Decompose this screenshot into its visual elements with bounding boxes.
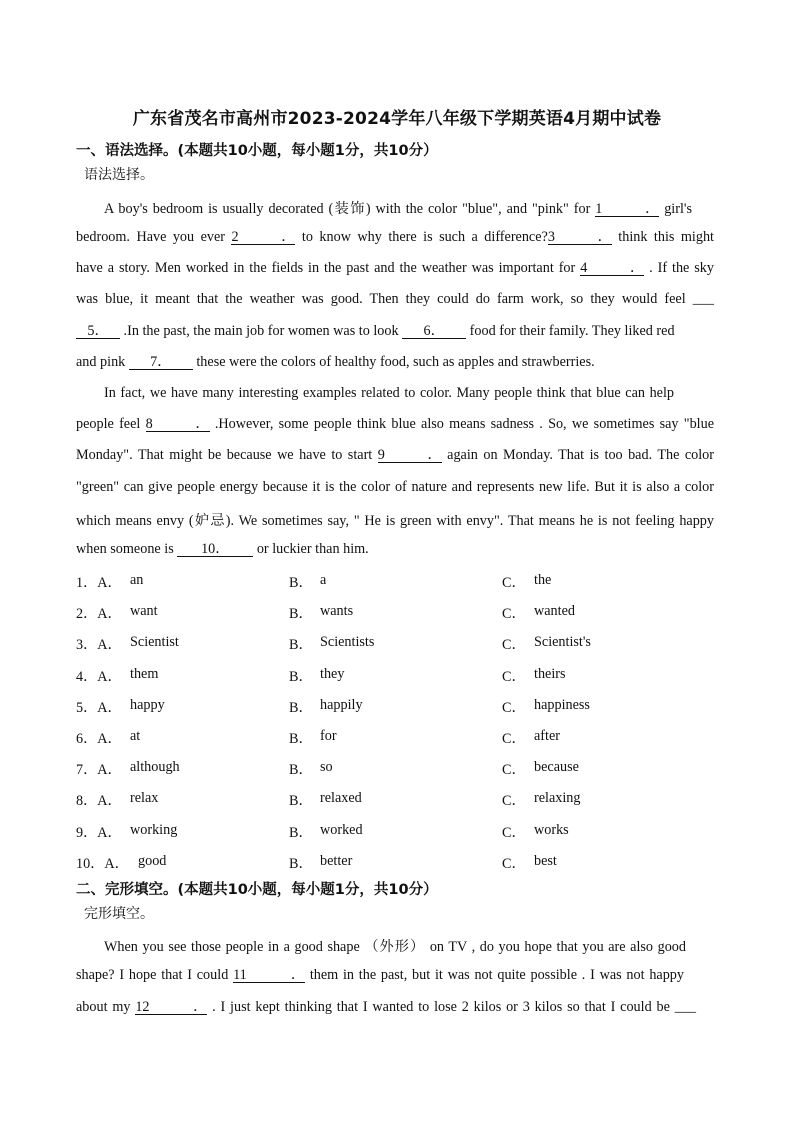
option-a: good: [138, 852, 167, 869]
passage-line: bedroom. Have you ever 2． to know why there is such a difference?3． think this might: [76, 229, 714, 245]
option-c: best: [534, 852, 557, 869]
blank-12: 12．: [135, 999, 208, 1015]
option-c: because: [534, 759, 579, 776]
section2-heading: 二、完形填空。(本题共10小题，每小题1分，共10分）: [76, 882, 438, 898]
blank-10: 10．: [177, 542, 253, 557]
option-row: [0, 666, 794, 684]
option-b: relaxed: [320, 790, 362, 807]
option-c-label: C．: [502, 606, 526, 623]
option-c-label: C．: [502, 668, 526, 685]
option-b: a: [320, 572, 327, 588]
blank-8: 8．: [145, 416, 210, 432]
option-b: they: [320, 665, 345, 682]
option-a: relax: [130, 790, 159, 807]
option-row: [0, 572, 794, 590]
blank-9: 9．: [377, 447, 442, 463]
option-number: 5．A．: [76, 699, 122, 716]
passage-line: "green" can give people energy because it is the color of nature and represents new life. But it is also a color: [76, 479, 714, 495]
passage-line: Monday". That might be because we have to start 9． again on Monday. That is too bad. The color: [76, 447, 714, 463]
passage-line: was blue, it meant that the weather was good. Then they could do farm work, so they would feel ___: [76, 291, 714, 307]
option-b: happily: [320, 696, 363, 713]
option-c: after: [534, 728, 560, 744]
option-a: happy: [130, 696, 165, 713]
section1-heading: 一、语法选择。(本题共10小题，每小题1分，共10分）: [76, 143, 438, 159]
option-a: although: [130, 759, 180, 776]
passage-line: 5． .In the past, the main job for women was to look 6． food for their family. They liked red: [76, 323, 714, 340]
option-number: 8．A．: [76, 793, 122, 810]
option-c: happiness: [534, 696, 590, 713]
option-b: better: [320, 852, 353, 869]
option-c-label: C．: [502, 731, 526, 747]
blank-2: 2．: [231, 229, 296, 245]
option-row: [0, 822, 794, 840]
option-a: them: [130, 665, 159, 682]
passage-line: people feel 8． .However, some people think blue also means sadness . So, we sometimes say "blue: [76, 416, 715, 432]
option-b: so: [320, 759, 333, 776]
option-b: worked: [320, 821, 363, 838]
option-c-label: C．: [502, 637, 526, 654]
option-row: [0, 853, 794, 871]
option-c: the: [534, 572, 552, 588]
option-c-label: C．: [502, 855, 526, 872]
option-c: Scientist's: [534, 634, 591, 651]
passage-line: which means envy (妒忌). We sometimes say, " He is green with envy". That means he is not feeling happy: [76, 513, 714, 529]
option-row: [0, 790, 794, 808]
section1-instruction: 语法选择。: [84, 167, 154, 183]
option-c-label: C．: [502, 699, 526, 716]
passage-line: A boy's bedroom is usually decorated (装饰) with the color "blue", and "pink" for 1． girl's: [104, 201, 692, 217]
option-b-label: B．: [289, 762, 313, 779]
passage-line: When you see those people in a good shape （外形） on TV , do you hope that you are also good: [104, 939, 686, 955]
option-b-label: B．: [289, 731, 313, 747]
option-number: 4．A．: [76, 668, 122, 685]
option-b-label: B．: [289, 668, 313, 685]
option-b-label: B．: [289, 637, 313, 654]
option-c-label: C．: [502, 793, 526, 810]
option-row: [0, 603, 794, 621]
blank-7: 7．: [129, 355, 193, 370]
option-c-label: C．: [502, 575, 526, 591]
option-row: [0, 634, 794, 652]
option-b-label: B．: [289, 793, 313, 810]
option-c: wanted: [534, 603, 575, 620]
option-b-label: B．: [289, 824, 313, 841]
blank-1: 1．: [595, 201, 660, 217]
blank-5: 5．: [76, 324, 120, 339]
option-b: wants: [320, 603, 354, 620]
option-c-label: C．: [502, 762, 526, 779]
passage-line: shape? I hope that I could 11． them in the past, but it was not quite possible . I was not happy: [76, 967, 684, 983]
page-title: 广东省茂名市高州市2023-2024学年八年级下学期英语4月期中试卷: [132, 109, 662, 129]
blank-3: 3．: [547, 229, 612, 245]
option-a: want: [130, 603, 158, 620]
blank-11: 11．: [233, 967, 306, 983]
option-row: [0, 728, 794, 746]
option-a: Scientist: [130, 634, 179, 651]
passage-line: about my 12． . I just kept thinking that I wanted to lose 2 kilos or 3 kilos so that I could be ___: [76, 999, 697, 1015]
passage-line: and pink 7． these were the colors of healthy food, such as apples and strawberries.: [76, 354, 595, 370]
option-a: working: [130, 821, 178, 838]
passage-line: have a story. Men worked in the fields in the past and the weather was important for 4． . If the sky: [76, 260, 714, 276]
option-number: 6．A．: [76, 731, 122, 747]
option-number: 10．A．: [76, 855, 129, 872]
option-c-label: C．: [502, 824, 526, 841]
blank-6: 6．: [402, 324, 466, 339]
option-b-label: B．: [289, 855, 313, 872]
option-c: works: [534, 821, 569, 838]
blank-4: 4．: [580, 260, 645, 276]
option-number: 2．A．: [76, 606, 122, 623]
passage-line: when someone is 10． or luckier than him.: [76, 541, 369, 557]
option-number: 7．A．: [76, 762, 122, 779]
option-number: 9．A．: [76, 824, 122, 841]
option-c: relaxing: [534, 790, 581, 807]
section2-instruction: 完形填空。: [84, 906, 154, 922]
option-a: at: [130, 728, 141, 744]
option-b: for: [320, 728, 337, 744]
option-row: [0, 759, 794, 777]
option-b-label: B．: [289, 575, 313, 591]
option-b: Scientists: [320, 634, 375, 651]
option-a: an: [130, 572, 144, 588]
passage-line: In fact, we have many interesting examples related to color. Many people think that blue can help: [104, 385, 674, 401]
option-row: [0, 697, 794, 715]
option-number: 3．A．: [76, 637, 122, 654]
option-number: 1．A．: [76, 575, 122, 591]
option-c: theirs: [534, 665, 566, 682]
option-b-label: B．: [289, 699, 313, 716]
option-b-label: B．: [289, 606, 313, 623]
